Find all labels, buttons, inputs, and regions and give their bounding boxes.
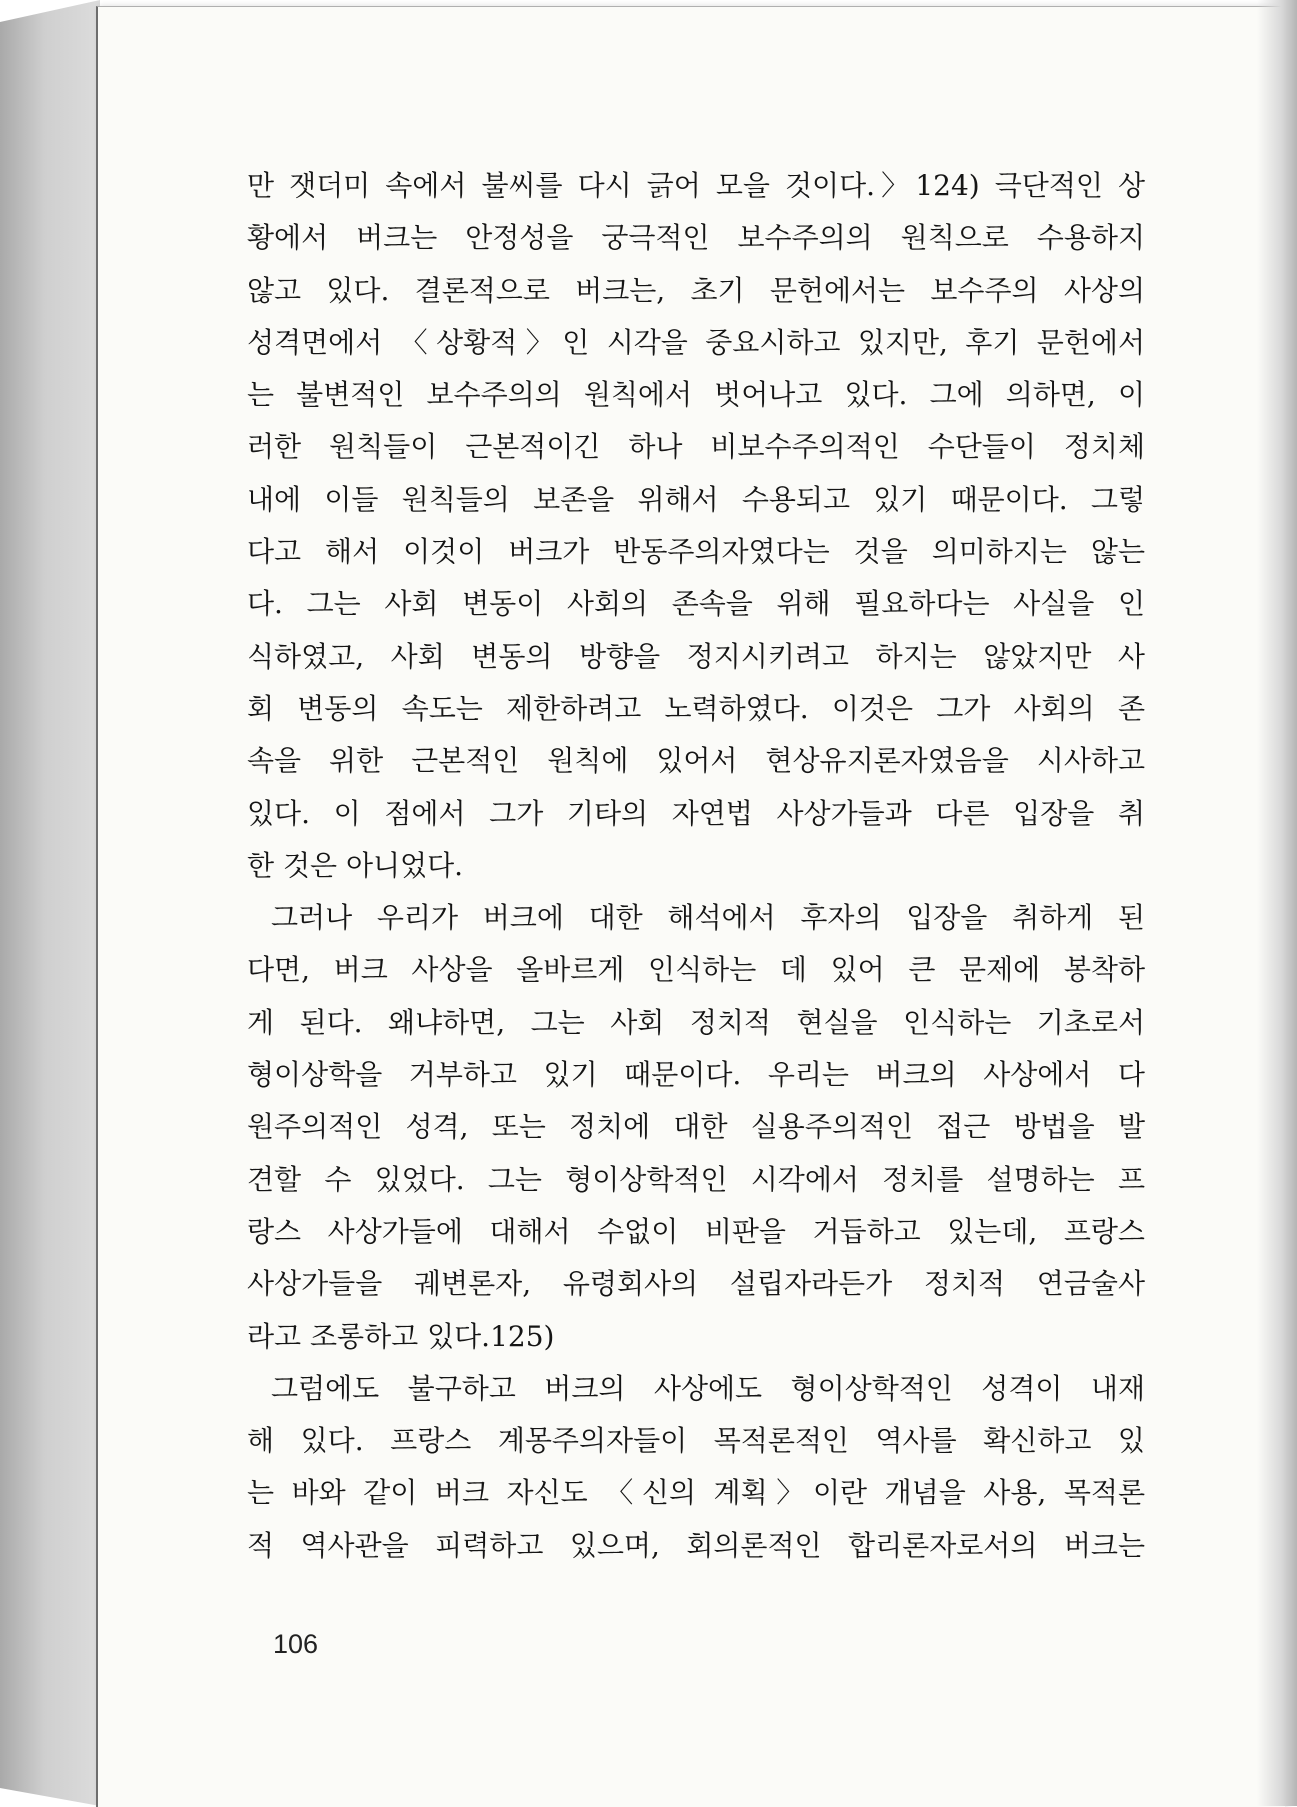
text-line: 만 잿더미 속에서 불씨를 다시 긁어 모을 것이다.〉124) 극단적인 상 — [247, 169, 1145, 202]
text-line: 회 변동의 속도는 제한하려고 노력하였다. 이것은 그가 사회의 존 — [247, 691, 1145, 725]
paragraph-end-line: 한 것은 아니었다. — [247, 848, 464, 882]
text-line: 는 불변적인 보수주의의 원칙에서 벗어나고 있다. 그에 의하면, 이 — [247, 378, 1145, 412]
text-line: 다고 해서 이것이 버크가 반동주의자였다는 것을 의미하지는 않는 — [247, 535, 1145, 569]
paragraph-start-line: 그럼에도 불구하고 버크의 사상에도 형이상학적인 성격이 내재 — [271, 1371, 1145, 1405]
text-line: 내에 이들 원칙들의 보존을 위해서 수용되고 있기 때문이다. 그렇 — [247, 482, 1145, 516]
text-line: 식하였고, 사회 변동의 방향을 정지시키려고 하지는 않았지만 사 — [247, 639, 1145, 673]
paragraph-end-line: 라고 조롱하고 있다.125) — [247, 1319, 555, 1353]
paragraph-start-line: 그러나 우리가 버크에 대한 해석에서 후자의 입장을 취하게 된 — [271, 901, 1145, 935]
text-line: 형이상학을 거부하고 있기 때문이다. 우리는 버크의 사상에서 다 — [247, 1058, 1145, 1092]
text-line: 적 역사관을 피력하고 있으며, 회의론적인 합리론자로서의 버크는 — [247, 1528, 1145, 1562]
text-line: 있다. 이 점에서 그가 기타의 자연법 사상가들과 다른 입장을 취 — [247, 796, 1145, 830]
text-line: 는 바와 같이 버크 자신도 〈신의 계획〉이란 개념을 사용, 목적론 — [247, 1476, 1145, 1510]
text-line: 사상가들을 궤변론자, 유령회사의 설립자라든가 정치적 연금술사 — [247, 1267, 1145, 1301]
text-line: 황에서 버크는 안정성을 궁극적인 보수주의의 원칙으로 수용하지 — [247, 221, 1145, 255]
page-right-shadow — [1257, 0, 1297, 1806]
book-left-edge — [0, 0, 100, 1806]
text-line: 원주의적인 성격, 또는 정치에 대한 실용주의적인 접근 방법을 발 — [247, 1110, 1145, 1144]
text-line: 성격면에서 〈상황적〉인 시각을 중요시하고 있지만, 후기 문헌에서 — [247, 325, 1145, 359]
text-line: 다. 그는 사회 변동이 사회의 존속을 위해 필요하다는 사실을 인 — [247, 587, 1145, 621]
text-line: 해 있다. 프랑스 계몽주의자들이 목적론적인 역사를 확신하고 있 — [247, 1424, 1145, 1458]
text-line: 랑스 사상가들에 대해서 수없이 비판을 거듭하고 있는데, 프랑스 — [247, 1214, 1145, 1248]
text-line: 다면, 버크 사상을 올바르게 인식하는 데 있어 큰 문제에 봉착하 — [247, 953, 1145, 987]
text-line: 게 된다. 왜냐하면, 그는 사회 정치적 현실을 인식하는 기초로서 — [247, 1005, 1145, 1039]
text-line: 않고 있다. 결론적으로 버크는, 초기 문헌에서는 보수주의 사상의 — [247, 273, 1145, 307]
text-line: 속을 위한 근본적인 원칙에 있어서 현상유지론자였음을 시사하고 — [247, 744, 1145, 778]
body-text — [247, 160, 1145, 1572]
page-number: 106 — [273, 1629, 319, 1659]
text-line: 러한 원칙들이 근본적이긴 하나 비보수주의적인 수단들이 정치체 — [247, 430, 1145, 464]
text-line: 견할 수 있었다. 그는 형이상학적인 시각에서 정치를 설명하는 프 — [247, 1162, 1145, 1196]
